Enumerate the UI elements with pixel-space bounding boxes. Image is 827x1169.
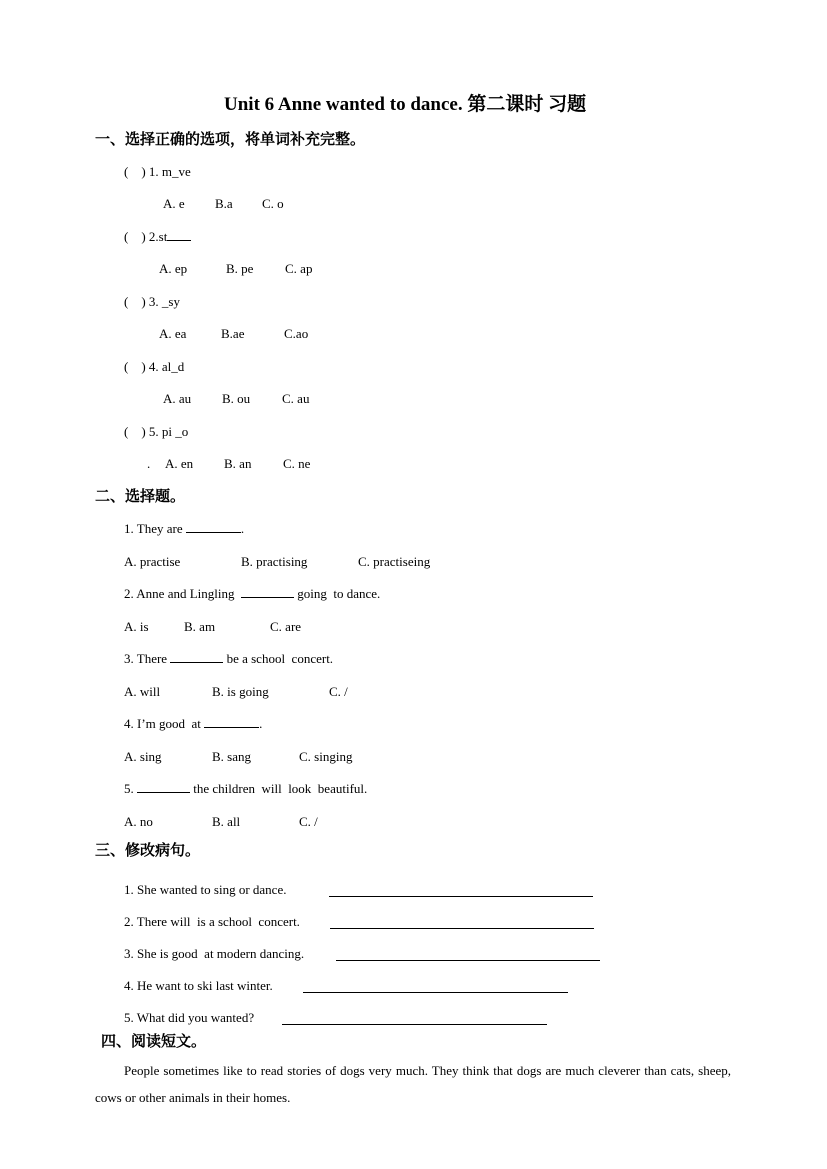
reading-paragraph: People sometimes like to read stories of dogs very much. They think that dogs are much cleverer than cats, sheep, cows or other animals in their homes. [95, 1063, 731, 1105]
s2-q5-option-a: A. no [124, 814, 153, 829]
s2-q4-option-b: B. sang [212, 749, 251, 764]
s3-sentence-3: 3. She is good at modern dancing. [124, 946, 305, 961]
s2-q1-stem [124, 521, 244, 537]
s2-q5-after: the children will look beautiful. [190, 781, 368, 796]
s2-q2-option-a: A. is [124, 619, 149, 634]
s3-answer-line-1[interactable] [329, 896, 593, 897]
s2-q2-option-c: C. are [270, 619, 302, 634]
s1-q2-option-c: C. ap [285, 261, 313, 276]
s1-q4-stem: ( ) 4. al_d [124, 359, 185, 374]
s2-q4-stem [124, 716, 262, 732]
s1-q1-option-c: C. o [262, 196, 284, 211]
s1-q3-option-b: B.ae [221, 326, 245, 341]
s3-sentence-5: 5. What did you wanted? [124, 1010, 255, 1025]
s2-q5-before: 5. [124, 781, 137, 796]
s3-sentence-1: 1. She wanted to sing or dance. [124, 882, 287, 897]
s1-q3-stem: ( ) 3. _sy [124, 294, 180, 309]
s2-q3-after: be a school concert. [223, 651, 334, 666]
s2-q4-after: . [259, 716, 263, 731]
section-1-heading: 一、选择正确的选项，将单词补充完整。 [95, 132, 366, 148]
s1-q5-option-b: B. an [224, 456, 252, 471]
s3-answer-line-3[interactable] [336, 960, 600, 961]
answer-blank [170, 651, 223, 663]
s1-q1-option-b: B.a [215, 196, 233, 211]
answer-blank [204, 716, 259, 728]
answer-blank [137, 781, 190, 793]
s2-q2-before: 2. Anne and Lingling [124, 586, 241, 601]
s2-q1-option-b: B. practising [241, 554, 308, 569]
s1-q1-stem: ( ) 1. m_ve [124, 164, 191, 179]
s1-q3-option-a: A. ea [159, 326, 187, 341]
s1-q5-prefix: . [147, 456, 151, 471]
s1-q5-stem: ( ) 5. pi _o [124, 424, 189, 439]
s1-q1-option-a: A. e [163, 196, 185, 211]
s1-q5-option-a: A. en [165, 456, 194, 471]
s1-q2-stem [124, 229, 191, 245]
s1-q5-option-c: C. ne [283, 456, 311, 471]
s2-q5-stem [124, 781, 367, 797]
s3-answer-line-5[interactable] [282, 1024, 547, 1025]
s1-q4-option-a: A. au [163, 391, 192, 406]
page-title: Unit 6 Anne wanted to dance. 第二课时 习题 [224, 94, 587, 115]
s1-q4-option-c: C. au [282, 391, 310, 406]
s2-q5-option-b: B. all [212, 814, 241, 829]
s2-q1-option-c: C. practiseing [358, 554, 431, 569]
s2-q3-stem [124, 651, 333, 667]
s1-q2-option-a: A. ep [159, 261, 188, 276]
section-2-heading: 二、选择题。 [95, 489, 186, 505]
s3-sentence-4: 4. He want to ski last winter. [124, 978, 273, 993]
answer-blank [167, 229, 191, 241]
s1-q2-stem-text: ( ) 2.st [124, 229, 168, 244]
s2-q3-option-a: A. will [124, 684, 161, 699]
s2-q1-after: . [240, 521, 245, 536]
s1-q2-option-b: B. pe [226, 261, 254, 276]
s2-q2-stem [124, 586, 380, 602]
answer-blank [186, 521, 241, 533]
s2-q4-option-a: A. sing [124, 749, 162, 764]
s2-q3-option-b: B. is going [212, 684, 269, 699]
s3-answer-line-4[interactable] [303, 992, 568, 993]
s1-q3-option-c: C.ao [284, 326, 309, 341]
s2-q2-after: going to dance. [294, 586, 381, 601]
s2-q1-option-a: A. practise [124, 554, 181, 569]
section-3-heading: 三、修改病句。 [95, 843, 201, 859]
s2-q3-before: 3. There [124, 651, 171, 666]
s3-answer-line-2[interactable] [330, 928, 594, 929]
s2-q4-option-c: C. singing [299, 749, 353, 764]
reading-passage [95, 1057, 731, 1111]
s2-q3-option-c: C. / [329, 684, 348, 699]
answer-blank [241, 586, 294, 598]
s1-q4-option-b: B. ou [222, 391, 251, 406]
s2-q1-before: 1. They are [124, 521, 186, 536]
s2-q4-before: 4. I’m good at [124, 716, 205, 731]
s2-q2-option-b: B. am [184, 619, 216, 634]
s2-q5-option-c: C. / [299, 814, 318, 829]
section-4-heading: 四、阅读短文。 [101, 1034, 207, 1050]
s3-sentence-2: 2. There will is a school concert. [124, 914, 300, 929]
